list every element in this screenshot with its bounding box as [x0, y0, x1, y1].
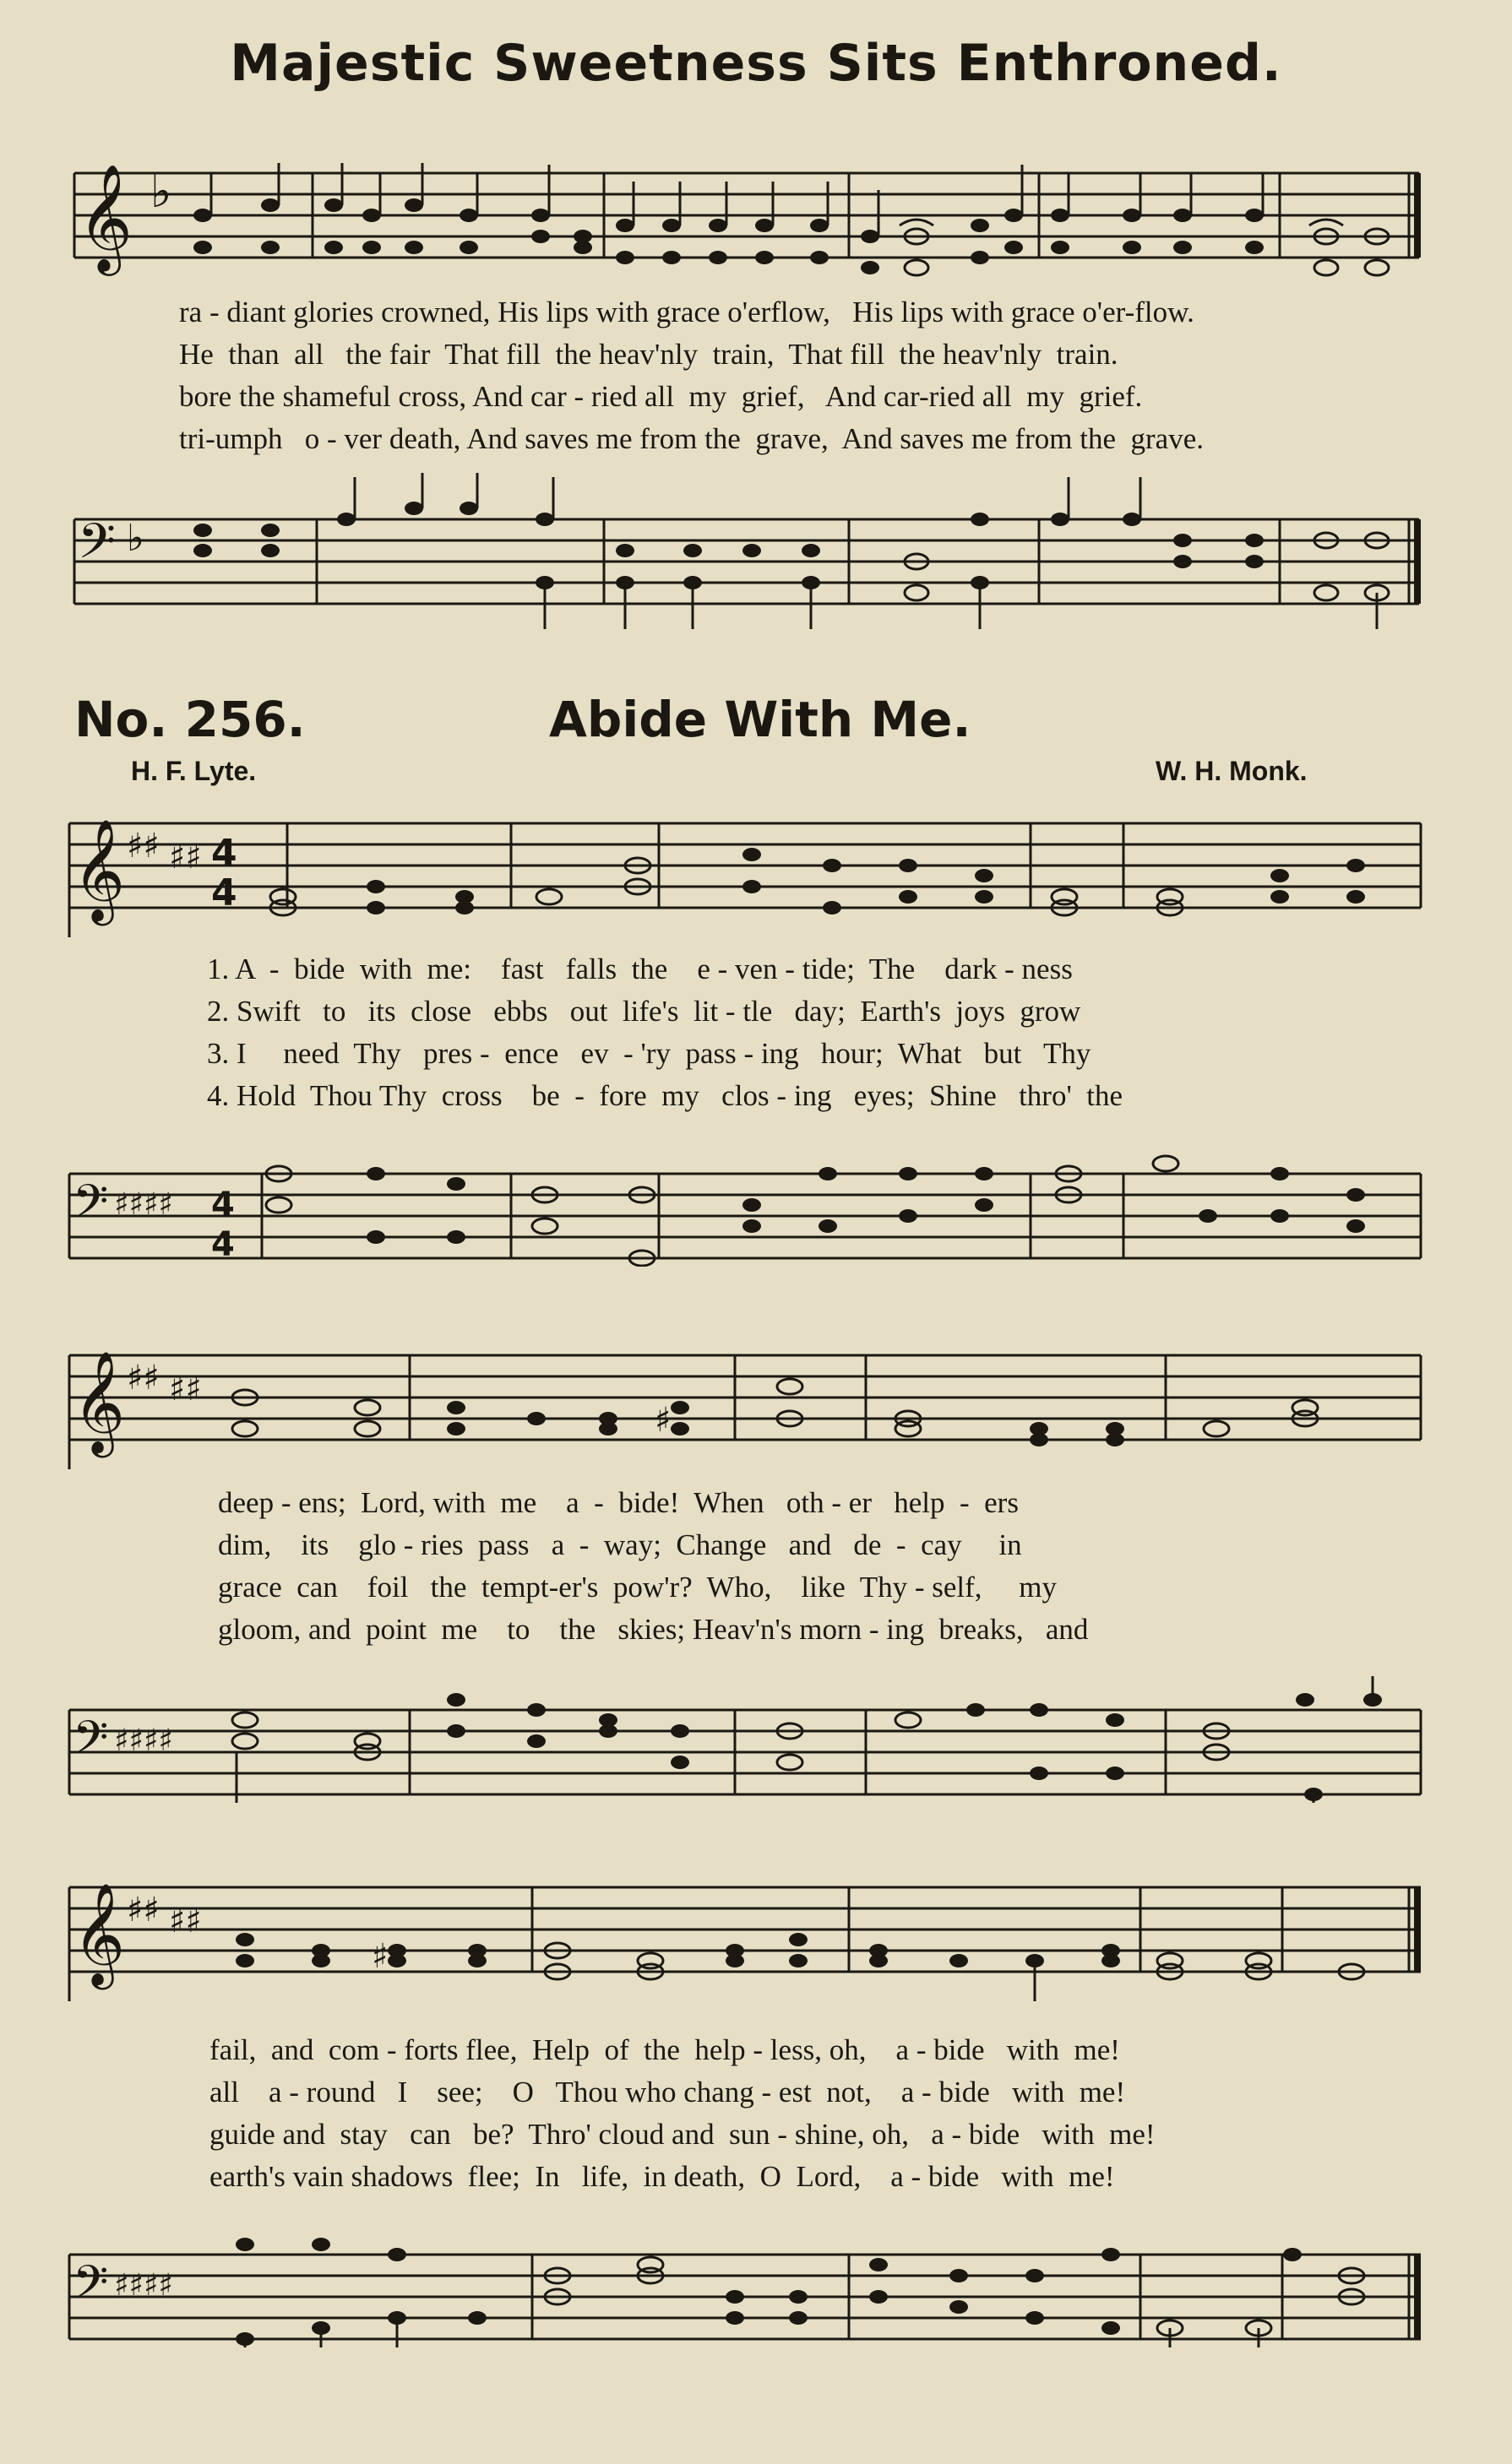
verse-line: 4. Hold Thou Thy cross be - fore my clos - ing eyes; Shine thro' the: [207, 1079, 1123, 1112]
hymn-author: H. F. Lyte.: [131, 756, 257, 786]
verse-line: all a - round I see; O Thou who chang - est not, a - bide with me!: [209, 2076, 1126, 2109]
system1-bass-staff: [0, 1140, 1512, 1267]
svg-text:♯♯♯♯: ♯♯♯♯: [114, 2268, 173, 2303]
previous-hymn-title: Majestic Sweetness Sits Enthroned.: [230, 34, 1282, 93]
svg-text:4: 4: [211, 871, 237, 915]
svg-text:♯♯: ♯♯: [127, 827, 160, 866]
previous-verse-line: He than all the fair That fill the heav'nly train, That fill the heav'nly train.: [179, 338, 1118, 371]
verse-line: 2. Swift to its close ebbs out life's lit - tle day; Earth's joys grow: [207, 995, 1081, 1028]
system2-treble-staff: [0, 1334, 1512, 1469]
system3-treble-staff: [0, 1866, 1512, 2001]
system3-bass-staff: [0, 2221, 1512, 2347]
previous-verse-line: tri-umph o - ver death, And saves me from the grave, And saves me from the grave.: [179, 422, 1204, 455]
svg-text:♯: ♯: [372, 1937, 389, 1976]
svg-text:♯♯: ♯♯: [127, 1359, 160, 1398]
verse-line: fail, and com - forts flee, Help of the help - less, oh, a - bide with me!: [209, 2033, 1120, 2066]
svg-text:𝄢: 𝄢: [73, 1175, 109, 1240]
hymn-title: Abide With Me.: [549, 691, 971, 748]
svg-text:4: 4: [211, 1186, 235, 1224]
verse-line: grace can foil the tempt-er's pow'r? Who, like Thy - self, my: [218, 1571, 1057, 1604]
hymn-number: No. 256.: [74, 691, 306, 748]
svg-text:♯♯♯♯: ♯♯♯♯: [114, 1723, 173, 1758]
svg-text:𝄞: 𝄞: [73, 1350, 126, 1453]
svg-text:♯♯: ♯♯: [169, 1370, 202, 1408]
previous-treble-staff: [0, 148, 1512, 296]
verse-line: gloom, and point me to the skies; Heav'n's morn - ing breaks, and: [218, 1613, 1089, 1646]
svg-text:♯: ♯: [655, 1401, 672, 1440]
system1-treble-staff: [0, 802, 1512, 937]
hymn-composer: W. H. Monk.: [1156, 756, 1308, 786]
verse-line: earth's vain shadows flee; In life, in death, O Lord, a - bide with me!: [209, 2160, 1115, 2193]
svg-text:𝄢: 𝄢: [78, 513, 117, 582]
verse-line: 1. A - bide with me: fast falls the e - ven - tide; The dark - ness: [207, 952, 1073, 985]
svg-text:𝄢: 𝄢: [73, 2255, 109, 2320]
svg-text:♭: ♭: [150, 165, 172, 218]
svg-text:4: 4: [211, 1225, 235, 1264]
previous-verse-line: ra - diant glories crowned, His lips with grace o'erflow, His lips with grace o'er-flow.: [179, 296, 1194, 328]
svg-text:♯♯: ♯♯: [127, 1891, 160, 1929]
svg-text:4: 4: [211, 832, 237, 875]
svg-text:𝄢: 𝄢: [73, 1711, 109, 1776]
system2-bass-staff: [0, 1676, 1512, 1803]
previous-verse-line: bore the shameful cross, And car - ried all my grief, And car-ried all my grief.: [179, 380, 1143, 413]
svg-text:𝄞: 𝄞: [73, 1882, 126, 1985]
svg-text:♭: ♭: [127, 517, 144, 560]
svg-text:♯♯: ♯♯: [169, 1902, 202, 1940]
verse-line: deep - ens; Lord, with me a - bide! When oth - er help - ers: [218, 1486, 1019, 1519]
svg-text:♯♯: ♯♯: [169, 838, 202, 877]
svg-text:♯♯♯♯: ♯♯♯♯: [114, 1187, 173, 1222]
svg-text:𝄞: 𝄞: [78, 163, 133, 271]
verse-line: guide and stay can be? Thro' cloud and sun - shine, oh, a - bide with me!: [209, 2118, 1156, 2151]
verse-line: dim, its glo - ries pass a - way; Change and de - cay in: [218, 1528, 1022, 1561]
previous-bass-staff: [0, 473, 1512, 642]
svg-text:𝄞: 𝄞: [73, 818, 126, 921]
verse-line: 3. I need Thy pres - ence ev - 'ry pass - ing hour; What but Thy: [207, 1037, 1091, 1070]
